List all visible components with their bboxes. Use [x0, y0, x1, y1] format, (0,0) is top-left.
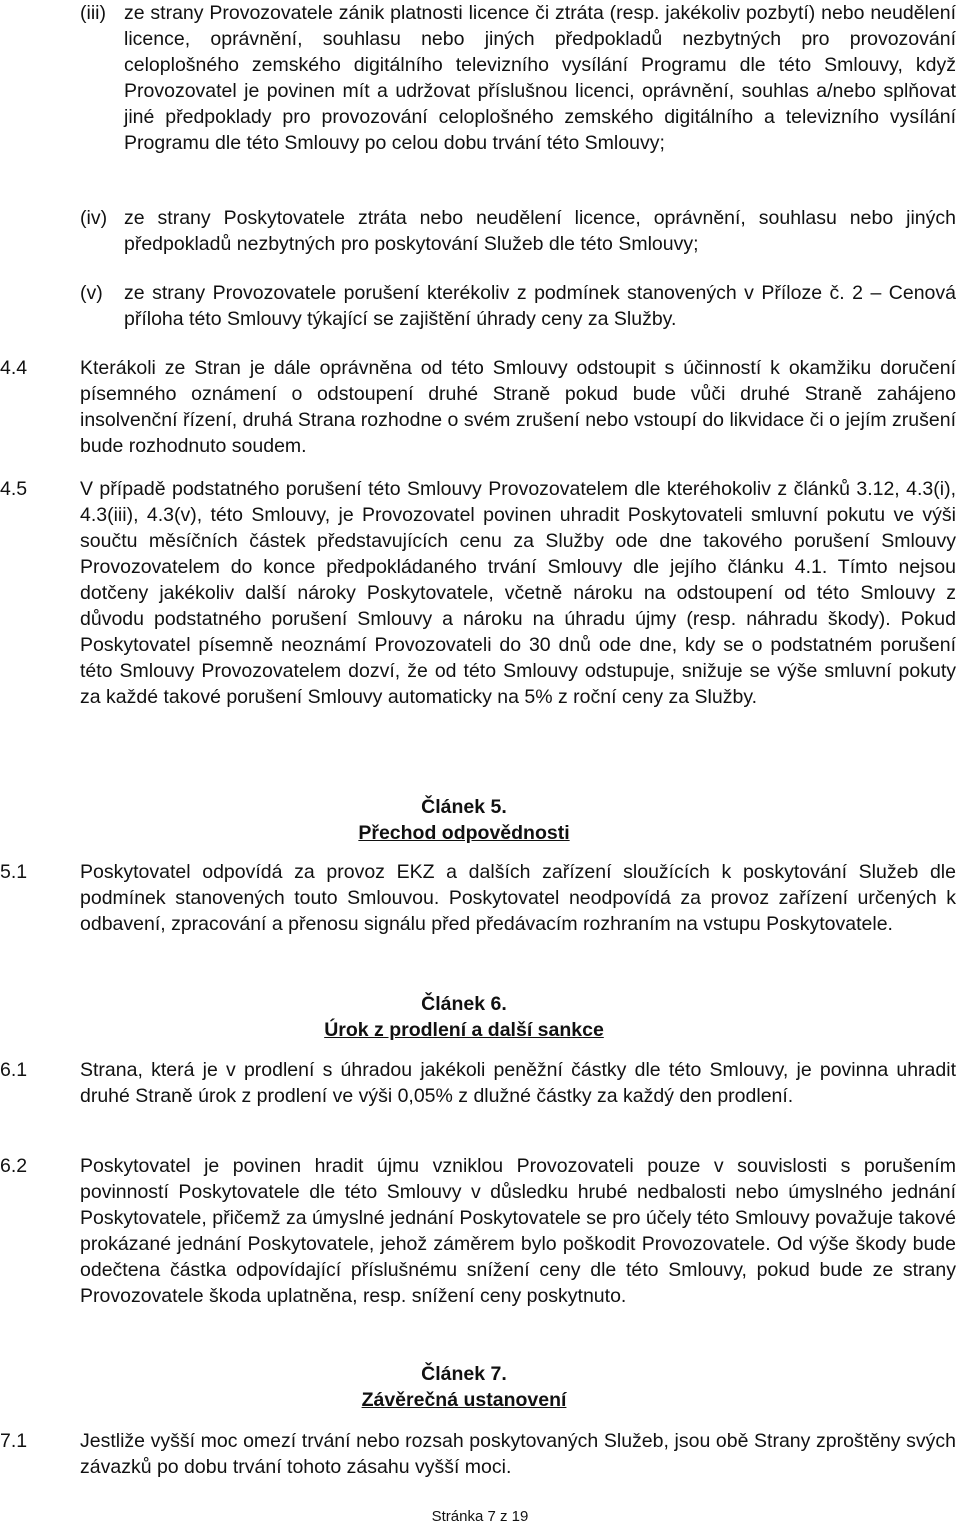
- article-7-heading: [0, 1361, 928, 1413]
- page-footer: Stránka 7 z 19: [431, 1508, 529, 1525]
- clause-text: V případě podstatného porušení této Smlouvy Provozovatelem dle kteréhokoliv z článků 3.12, 4.3(i), 4.3(iii), 4.3(v), této Smlouvy, je Provozovatel povinen uhradit Poskytovateli smluvní pokutu ve výši součtu měsíčních částek představujících cenu za Služby ode dne takového porušení Smlouvy Provozovatelem do konce předpokládaného trvání Smlouvy dle jejího článku 4.1. Tímto nejsou dotčeny jakékoliv další nároky Poskytovatele, včetně nároku na odstoupení od této Smlouvy z důvodu podstatného porušení Smlouvy a nároku na úhradu újmy (resp. náhradu škody). Pokud Poskytovatel písemně neoznámí Provozovateli do 30 dnů ode dne, kdy se o podstatném porušení této Smlouvy Provozovatelem dozví, že od této Smlouvy odstupuje, snižuje se výše smluvní pokuty za každé takové porušení Smlouvy automaticky na 5% z roční ceny za Služby.: [80, 478, 956, 708]
- subitem-v: [80, 280, 956, 332]
- article-number: Článek 7.: [421, 1363, 507, 1385]
- subitem-label: (iii): [80, 2, 106, 24]
- subitem-iii: [80, 0, 956, 156]
- clause-5-1: [0, 859, 956, 937]
- article-title: Závěrečná ustanovení: [361, 1389, 567, 1411]
- clause-text: Strana, která je v prodlení s úhradou jakékoli peněžní částky dle této Smlouvy, je povinna uhradit druhé Straně úrok z prodlení ve výši 0,05% z dlužné částky za každý den prodlení.: [80, 1059, 956, 1107]
- clause-number: 5.1: [0, 861, 28, 883]
- clause-number: 6.2: [0, 1155, 28, 1177]
- subitem-iv: [80, 205, 956, 257]
- clause-4-5: [0, 476, 956, 710]
- article-5-heading: [0, 794, 928, 846]
- clause-number: 7.1: [0, 1430, 28, 1452]
- subitem-text: ze strany Provozovatele porušení kterékoliv z podmínek stanovených v Příloze č. 2 – Cenová příloha této Smlouvy týkající se zajištění úhrady ceny za Služby.: [124, 282, 956, 330]
- article-title: Úrok z prodlení a další sankce: [324, 1019, 604, 1041]
- article-6-heading: [0, 991, 928, 1043]
- clause-4-4: [0, 355, 956, 459]
- clause-7-1: [0, 1428, 956, 1480]
- article-number: Článek 5.: [421, 796, 507, 818]
- article-title: Přechod odpovědnosti: [358, 822, 570, 844]
- clause-text: Kterákoli ze Stran je dále oprávněna od této Smlouvy odstoupit s účinností k okamžiku doručení písemného oznámení o odstoupení druhé Straně pokud bude vůči druhé Straně zahájeno insolvenční řízení, druhá Strana rozhodne o svém zrušení nebo vstoupí do likvidace či o jejím zrušení bude rozhodnuto soudem.: [80, 357, 956, 457]
- clause-number: 4.5: [0, 478, 28, 500]
- clause-text: Poskytovatel je povinen hradit újmu vzniklou Provozovateli pouze v souvislosti s porušením povinností Poskytovatele dle této Smlouvy v důsledku hrubé nedbalosti nebo úmyslného jednání Poskytovatele, přičemž za úmyslné jednání Poskytovatele se pro účely této Smlouvy považuje takové prokázané jednání Poskytovatele, jehož záměrem bylo poškodit Provozovatele. Od výše škody bude odečtena částka odpovídající příslušnému snížení ceny dle této Smlouvy, pokud bude ze strany Provozovatele škoda uplatněna, resp. snížení ceny poskytnuto.: [80, 1155, 956, 1307]
- subitem-label: (iv): [80, 207, 108, 229]
- subitem-text: ze strany Poskytovatele ztráta nebo neudělení licence, oprávnění, souhlasu nebo jiných předpokladů nezbytných pro poskytování Služeb dle této Smlouvy;: [124, 207, 956, 255]
- subitem-text: ze strany Provozovatele zánik platnosti licence či ztráta (resp. jakékoliv pozbytí) nebo neudělení licence, oprávnění, souhlasu nebo jiných předpokladů nezbytných pro provozování celoplošného zemského digitálního televizního vysílání Programu dle této Smlouvy, když Provozovatel je povinen mít a udržovat příslušnou licenci, oprávnění, souhlas a/nebo splňovat jiné předpoklady pro provozování celoplošného zemského digitálního a televizního vysílání Programu dle této Smlouvy po celou dobu trvání této Smlouvy;: [124, 2, 956, 154]
- clause-6-1: [0, 1057, 956, 1109]
- clause-text: Poskytovatel odpovídá za provoz EKZ a dalších zařízení sloužících k poskytování Služeb dle podmínek stanovených touto Smlouvou. Poskytovatel neodpovídá za provoz zařízení určených k odbavení, zpracování a přenosu signálu před předávacím rozhraním na vstupu Poskytovatele.: [80, 861, 956, 935]
- clause-text: Jestliže vyšší moc omezí trvání nebo rozsah poskytovaných Služeb, jsou obě Strany zproštěny svých závazků po dobu trvání tohoto zásahu vyšší moci.: [80, 1430, 956, 1478]
- clause-number: 4.4: [0, 357, 28, 379]
- clause-number: 6.1: [0, 1059, 28, 1081]
- article-number: Článek 6.: [421, 993, 507, 1015]
- subitem-label: (v): [80, 282, 103, 304]
- clause-6-2: [0, 1153, 956, 1309]
